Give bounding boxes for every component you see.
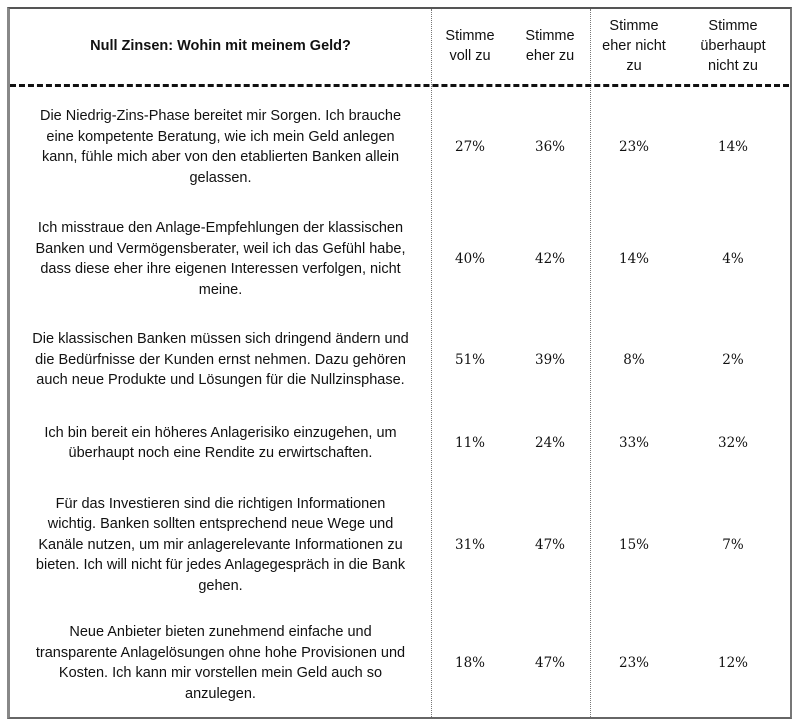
- statement-line: Kanäle nutzen, um mir anlagerelevante Informationen zu: [38, 536, 403, 553]
- percentage-cell: 27%: [454, 139, 485, 155]
- statement-line: die Bedürfnisse der Kunden ernst nehmen. Dazu gehören: [35, 351, 406, 368]
- percentage-cell: 39%: [534, 352, 565, 368]
- percentage-cell: 47%: [534, 655, 565, 671]
- statement-line: gehen.: [198, 577, 243, 594]
- column-header: [589, 9, 679, 83]
- column-header-line: zu: [626, 58, 642, 74]
- statement-cell: [12, 329, 429, 391]
- statement-line: bieten. Ich will nicht für jedes Anlagegespräch in die Bank: [35, 557, 406, 574]
- statement-line: anzulegen.: [185, 685, 256, 702]
- column-header-line: Stimme: [445, 28, 495, 44]
- percentage-cell: 14%: [618, 251, 649, 267]
- statement-line: transparente Anlagelösungen ohne hohe Provisionen und: [35, 644, 406, 661]
- percentage-cell: 18%: [454, 655, 485, 671]
- statement-line: eine kompetente Beratung, wie ich mein Geld anlegen: [46, 128, 395, 145]
- table-title: Null Zinsen: Wohin mit meinem Geld?: [90, 38, 351, 54]
- statement-line: Die klassischen Banken müssen sich dringend ändern und: [32, 331, 409, 348]
- header-separator: [10, 84, 789, 87]
- statement-line: Kosten. Ich kann mir vorstellen mein Geld auch so: [58, 665, 383, 681]
- percentage-cell: 36%: [534, 139, 565, 155]
- statement-line: Ich bin bereit ein höheres Anlagerisiko einzugehen, um: [44, 424, 397, 441]
- percentage-cell: 4%: [722, 251, 744, 267]
- statement-line: Ich misstraue den Anlage-Empfehlungen der klassischen: [37, 220, 404, 236]
- statement-line: meine.: [198, 281, 243, 298]
- statement-line: dass diese eher ihre eigenen Interessen verfolgen, nicht: [40, 261, 401, 277]
- statement-line: Neue Anbieter bieten zunehmend einfache und: [69, 624, 372, 640]
- percentage-cell: 40%: [454, 251, 485, 267]
- percentage-cell: 14%: [717, 139, 748, 155]
- column-header-line: überhaupt: [700, 38, 766, 54]
- percentage-cell: 32%: [717, 435, 748, 451]
- statement-cell: [12, 622, 429, 704]
- column-header-line: nicht zu: [708, 58, 758, 74]
- percentage-cell: 2%: [722, 352, 744, 368]
- percentage-cell: 15%: [618, 537, 649, 553]
- statement-cell: [12, 106, 429, 188]
- statement-cell: [12, 494, 429, 597]
- statement-line: gelassen.: [189, 169, 252, 186]
- percentage-cell: 31%: [454, 537, 485, 553]
- column-divider: [590, 9, 591, 717]
- percentage-cell: 11%: [454, 435, 485, 451]
- statement-line: Für das Investieren sind die richtigen Informationen: [55, 495, 386, 512]
- percentage-cell: 12%: [717, 655, 748, 671]
- percentage-cell: 23%: [618, 139, 649, 155]
- column-header-line: voll zu: [449, 48, 491, 64]
- column-header: [505, 9, 595, 83]
- column-header-line: Stimme: [525, 28, 575, 44]
- percentage-cell: 47%: [534, 537, 565, 553]
- column-header-line: Stimme: [609, 18, 659, 34]
- statement-line: wichtig. Banken sollten entsprechend neue Wege und: [47, 516, 394, 533]
- column-header-line: eher zu: [525, 48, 575, 64]
- statement-line: kann, fühle mich aber von den etablierten Banken allein: [41, 149, 400, 165]
- percentage-cell: 51%: [454, 352, 485, 368]
- percentage-cell: 33%: [618, 435, 649, 451]
- statement-line: Die Niedrig-Zins-Phase bereitet mir Sorgen. Ich brauche: [39, 108, 402, 124]
- percentage-cell: 24%: [534, 435, 565, 451]
- percentage-cell: 23%: [618, 655, 649, 671]
- statement-line: auch neue Produkte und Lösungen für die Nullzinsphase.: [36, 372, 405, 389]
- column-header-line: eher nicht: [602, 38, 666, 54]
- percentage-cell: 42%: [534, 251, 565, 267]
- column-header: [425, 9, 515, 83]
- statement-cell: [12, 218, 429, 300]
- percentage-cell: 7%: [722, 537, 744, 553]
- percentage-cell: 8%: [623, 352, 645, 368]
- statement-line: Banken und Vermögensberater, weil ich das Gefühl habe,: [35, 240, 406, 257]
- statement-line: überhaupt noch eine Rendite zu erwirtschaften.: [68, 445, 373, 461]
- statement-cell: [12, 423, 429, 464]
- column-header-line: Stimme: [708, 18, 758, 34]
- column-header: [688, 9, 778, 83]
